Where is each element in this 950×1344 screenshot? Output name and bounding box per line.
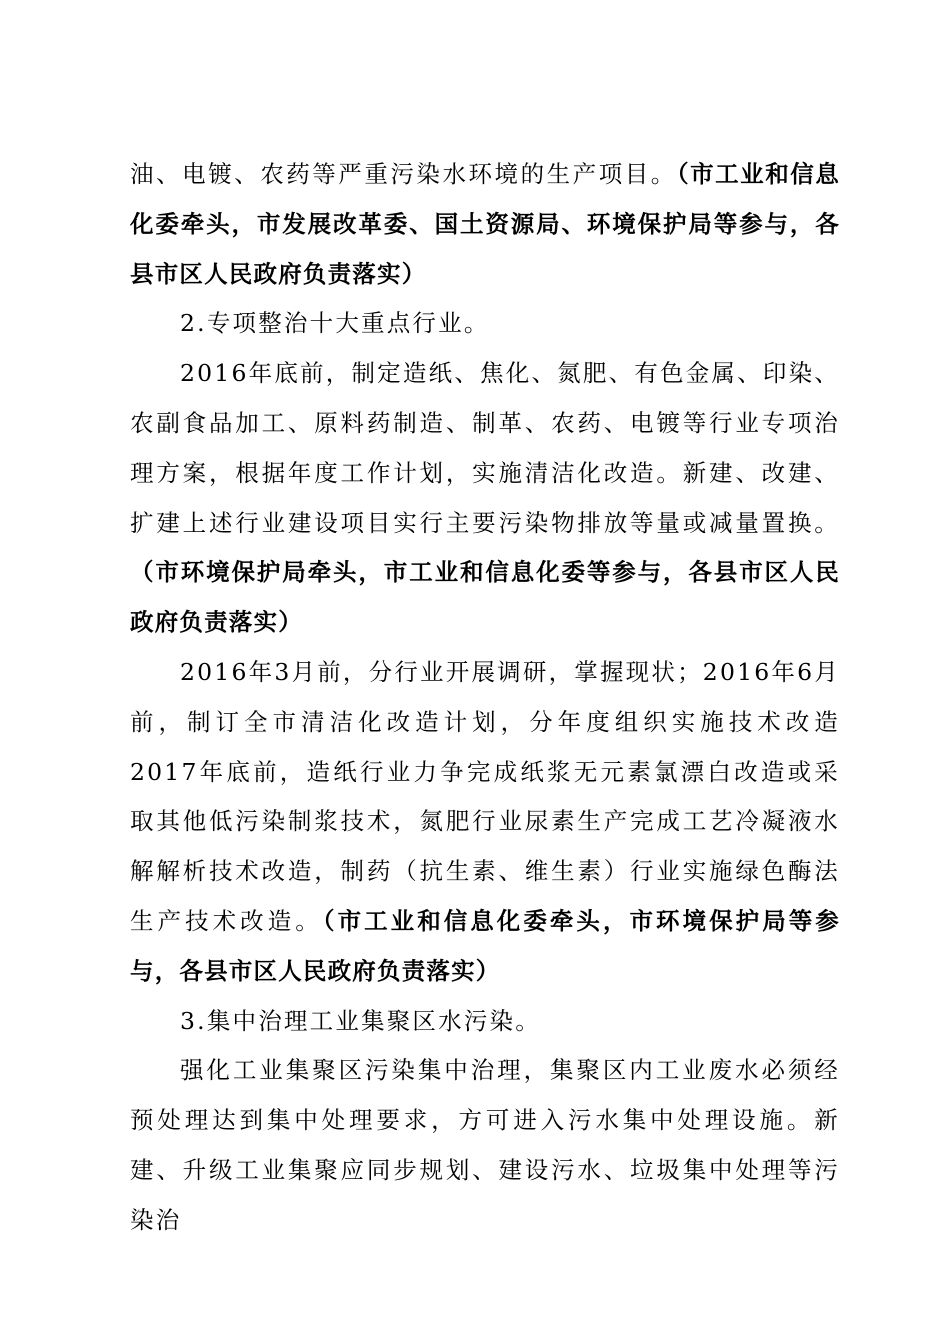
paragraph-2-text: 2016年底前，制定造纸、焦化、氮肥、有色金属、印染、农副食品加工、原料药制造、制革、农药、电镀等行业专项治理方案，根据年度工作计划，实施清洁化改造。新建、改建、扩建上述行业建设项目实行主要污染物排放等量或减量置换。 bbox=[130, 359, 840, 537]
section-heading-3: 3.集中治理工业集聚区水污染。 bbox=[180, 1006, 541, 1035]
paragraph-2 bbox=[130, 349, 840, 648]
paragraph-1 bbox=[130, 150, 840, 299]
document-body bbox=[130, 150, 840, 1246]
paragraph-1-responsibility: （市工业和信息化委牵头，市发展改革委、国土资源局、环境保护局等参与，各县市区人民政府负责落实） bbox=[130, 160, 840, 288]
section-heading-2: 2.专项整治十大重点行业。 bbox=[180, 309, 490, 338]
paragraph-3-text: 2016年3月前，分行业开展调研，掌握现状；2016年6月前，制订全市清洁化改造计划，分年度组织实施技术改造2017年底前，造纸行业力争完成纸浆无元素氯漂白改造或采取其他低污染制浆技术，氮肥行业尿素生产完成工艺冷凝液水解解析技术改造，制药（抗生素、维生素）行业实施绿色酶法生产技术改造。 bbox=[130, 657, 840, 935]
paragraph-2-responsibility: （市环境保护局牵头，市工业和信息化委等参与，各县市区人民政府负责落实） bbox=[130, 558, 840, 637]
paragraph-1-text: 油、电镀、农药等严重污染水环境的生产项目。 bbox=[130, 160, 677, 188]
paragraph-3 bbox=[130, 648, 840, 997]
paragraph-3-responsibility: （市工业和信息化委牵头，市环境保护局等参与，各县市区人民政府负责落实） bbox=[130, 906, 840, 985]
paragraph-4: 强化工业集聚区污染集中治理，集聚区内工业废水必须经预处理达到集中处理要求，方可进入污水集中处理设施。新建、升级工业集聚应同步规划、建设污水、垃圾集中处理等污染治 bbox=[130, 1056, 840, 1234]
